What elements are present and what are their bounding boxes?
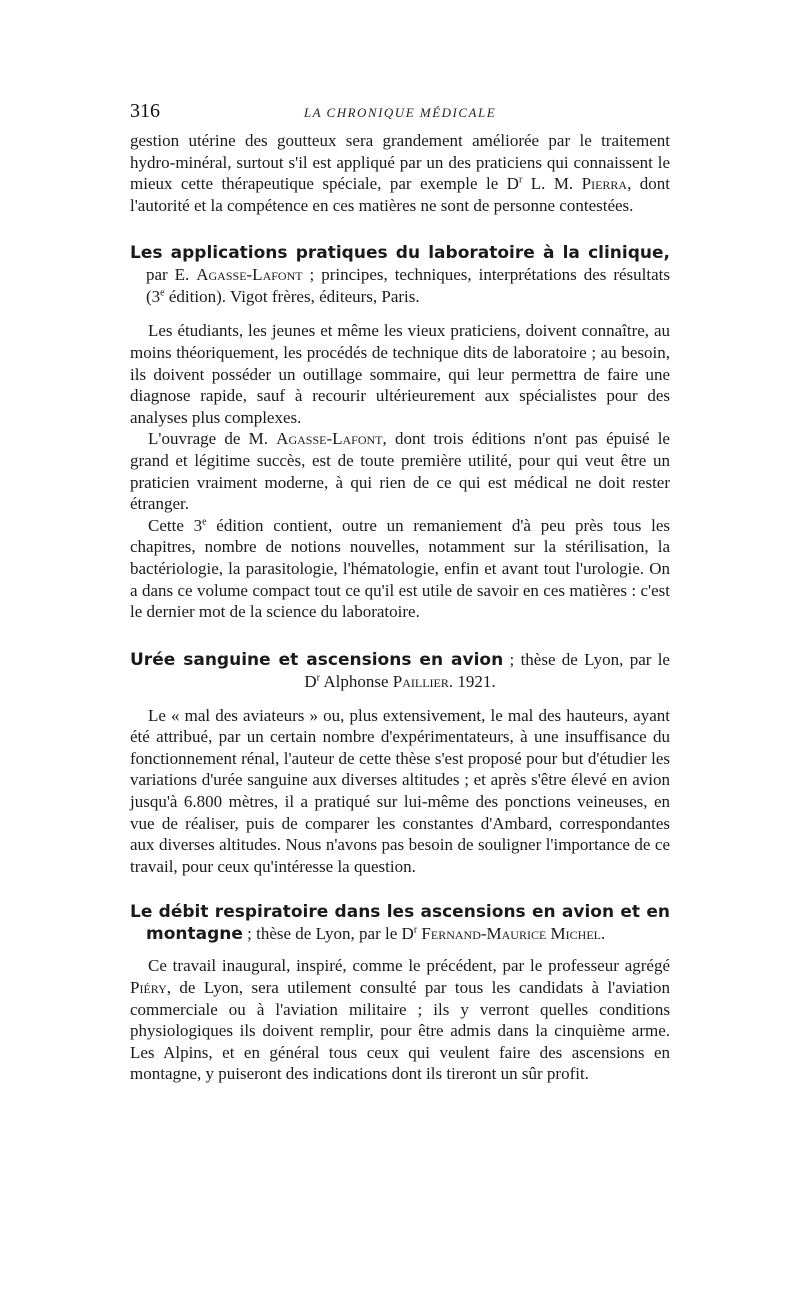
page-body [130,130,670,1085]
section-heading-line: Urée sanguine et ascensions en avion ; thèse de Lyon, par le [130,649,670,670]
body-paragraph: L'ouvrage de M. Agasse-Lafont, dont trois éditions n'ont pas épuisé le grand et légitime succès, est de toute première utilité, pour qui veut être un praticien vraiment moderne, à qui rien de ce qui est médical ne doit rester étranger. [130,429,670,514]
body-paragraph: Cette 3e édition contient, outre un remaniement d'à peu près tous les chapitres, nombre de notions nouvelles, notamment sur la stérilisation, la bactériologie, la parasitologie, l'hématologie, enfin et avant tout l'urologie. On a dans ce volume compact tout ce qu'il est utile de savoir en ces matières : c'est le dernier mot de la science du laboratoire. [130,515,670,622]
author-name: Piéry [130,978,167,998]
author-name: Agasse-Lafont [196,265,303,285]
section-meta: montagne ; thèse de Lyon, par le $D^r$ Fernand-Maurice Michel. [146,924,606,945]
section-heading-block [130,649,670,693]
author-name: Agasse-Lafont [276,429,383,449]
page-number: 316 [130,100,160,122]
section-heading: Les applications pratiques du laboratoire à la clinique, [130,243,670,264]
running-title: LA CHRONIQUE MÉDICALE [303,105,497,120]
section-heading: montagne [146,924,243,945]
author-name: Paillier [392,671,449,691]
section-heading: Urée sanguine et ascensions en avion [130,649,504,670]
intro-paragraph: gestion utérine des goutteux sera grandement améliorée par le traitement hydro-minéral, surtout s'il est appliqué par un des praticiens qui connaissent le mieux cette thérapeutique spéciale, par exemple le $D^r$ L. M. Pierra, dont l'autorité et la compétence en ces matières ne sont de personne contestées. [130,131,671,215]
body-paragraph: Les étudiants, les jeunes et même les vieux praticiens, doivent connaître, au moins théoriquement, les procédés de technique dits de laboratoire ; au besoin, ils doivent posséder un outillage sommaire, qui leur permettra de faire une diagnose rapide, sauf à recourir ultérieurement aux spécialistes pour des analyses plus complexes. [130,321,670,427]
section-meta: par E. Agasse-Lafont ; principes, techniques, interprétations des résultats (3e édition). Vigot frères, éditeurs, Paris. [146,265,670,307]
body-paragraph: Le « mal des aviateurs » ou, plus extensivement, le mal des hauteurs, ayant été attribué, par un certain nombre d'expérimentateurs, à une insuffisance du fonctionnement rénal, l'auteur de cette thèse s'est proposé pour but d'étudier les variations d'urée sanguine aux diverses altitudes ; et après s'être élevé en avion jusqu'à 6.800 mètres, il a pratiqué sur lui-même des ponctions veineuses, en vue de réaliser, puis de comparer les constantes d'Ambard, correspondantes aux diverses altitudes. Nous n'avons pas besoin de souligner l'importance de ce travail, pour ceux qu'intéresse la question. [130,705,670,876]
section-heading-block [130,242,670,308]
page-header [130,100,670,124]
section-meta: $D^r$ Alphonse Paillier. 1921. [304,671,496,691]
author-name: Fernand-Maurice Michel [421,924,601,944]
section-heading-block [130,901,670,945]
author-name: Pierra [581,174,628,194]
body-paragraph: Ce travail inaugural, inspiré, comme le précédent, par le professeur agrégé Piéry, de Lyon, sera utilement consulté par tous les candidats à l'aviation commerciale ou à l'aviation militaire ; ils y verront quelles conditions physiologiques ils doivent remplir, pour être admis dans la cinquième arme. Les Alpins, et en général tous ceux qui veulent faire des ascensions en montagne, y puiseront des indications dont ils tireront un sûr profit. [130,956,670,1084]
section-heading: Le débit respiratoire dans les ascensions en avion et en [130,902,670,923]
